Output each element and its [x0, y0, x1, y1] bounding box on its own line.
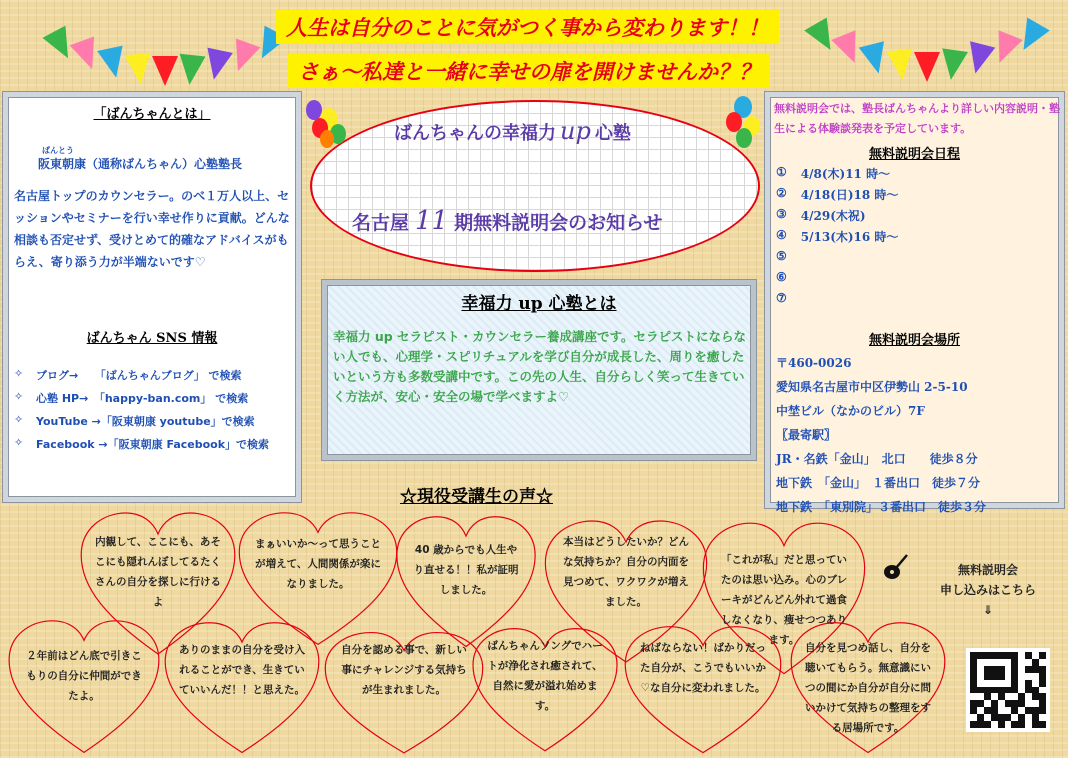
- name-ruby: ばんとう: [42, 146, 74, 155]
- voice-text: 「これが私」だと思っていたのは思い込み。心のブレーキがどんどん外れて過食しなくなり、痩せつつあります。: [720, 554, 848, 646]
- venue-address: 愛知県名古屋市中区伊勢山 2-5-10: [776, 380, 968, 394]
- venue-station: 地下鉄 「金山」 １番出口 徒歩７分: [776, 476, 981, 490]
- voice-text: 40 歳からでも人生やり直せる！！私が証明しました。: [413, 544, 519, 596]
- schedule-item: [776, 249, 898, 270]
- venue-station-label: 〖最寄駅〗: [776, 428, 837, 442]
- schedule-item: [776, 228, 898, 249]
- schedule-item: [776, 186, 898, 207]
- sparkle-icon: ✧: [14, 413, 24, 426]
- voice-heart: [622, 624, 784, 758]
- schedule-list: [776, 165, 898, 312]
- voice-text: 自分を見つめ話し、自分を聴いてもらう。無意識にいつの間にか自分が自分に問いかけて気持ちの整理をする居場所です。: [805, 642, 931, 734]
- about-ban-panel: [3, 92, 301, 502]
- schedule-item: [776, 165, 898, 186]
- sns-item-facebook[interactable]: [14, 436, 300, 459]
- schedule-item: [776, 270, 898, 291]
- notice-city: 名古屋: [352, 212, 410, 234]
- apply-line-1: 無料説明会: [958, 563, 1019, 577]
- voice-text: 本当はどうしたいか？どんな気持ちか？自分の内面を見つめて、ワクワクが増えました。: [563, 536, 689, 608]
- voice-text: 内観して、ここにも、あそこにも隠れんぼしてるたくさんの自分を探しに行けるよ: [95, 536, 221, 608]
- sns-text: Facebook →「阪東朝康 Facebook」で検索: [36, 438, 270, 451]
- sparkle-icon: ✧: [14, 367, 24, 380]
- ban-name: 阪東朝康（通称ばんちゃん）心塾塾長: [38, 157, 243, 171]
- sns-list: [14, 367, 300, 459]
- sns-item-blog[interactable]: [14, 367, 300, 390]
- qr-code[interactable]: [966, 648, 1050, 732]
- schedule-num: ④: [776, 228, 787, 242]
- voice-heart: [788, 620, 948, 758]
- ban-description: 名古屋トップのカウンセラー。のべ１万人以上、セッションやセミナーを行い幸せ作りに貢献。どんな相談も否定せず、受けとめて的確なアドバイスがもらえ、寄り添う力が半端ないです♡: [14, 189, 290, 269]
- sns-item-hp[interactable]: [14, 390, 300, 413]
- school-title-a: ばんちゃんの幸福力: [394, 123, 556, 144]
- headline-line-1: 人生は自分のことに気がつく事から変わります！！: [276, 10, 779, 44]
- about-school-panel: [322, 280, 756, 460]
- voice-heart: [6, 618, 162, 758]
- voices-title: ☆現役受講生の声☆: [400, 487, 553, 507]
- voice-text: ありのままの自分を受け入れることができ、生きていていいんだ！！と思えた。: [179, 644, 305, 696]
- voice-heart: [162, 620, 322, 758]
- sparkle-icon: ✧: [14, 436, 24, 449]
- about-title: 「ばんちゃんとは」: [93, 107, 211, 122]
- down-arrow-icon: ⇓: [982, 603, 994, 617]
- seminar-notice: [352, 206, 663, 236]
- sparkle-icon: ✧: [14, 390, 24, 403]
- sns-text: YouTube →「阪東朝康 youtube」で検索: [36, 415, 255, 428]
- schedule-num: ⑥: [776, 270, 787, 284]
- schedule-num: ①: [776, 165, 787, 179]
- venue-title: 無料説明会場所: [868, 333, 960, 348]
- notice-text: 期無料説明会のお知らせ: [454, 212, 663, 234]
- school-title: [394, 117, 631, 145]
- schedule-num: ⑦: [776, 291, 787, 305]
- school-title-up: up: [560, 117, 591, 145]
- bunting-right: [780, 0, 1068, 90]
- apply-line-2: 申し込みはこちら: [940, 583, 1037, 597]
- voice-text: まぁいいか～って思うことが増えて、人間関係が楽になりました。: [255, 538, 381, 590]
- guitar-icon: [882, 552, 910, 588]
- sns-text: 心塾 HP→ 「happy-ban.com」 で検索: [36, 392, 249, 405]
- schedule-num: ③: [776, 207, 787, 221]
- venue-station: 地下鉄 「東別院」３番出口 徒歩３分: [776, 500, 987, 514]
- bunting-left: [0, 0, 300, 90]
- schedule-num: ②: [776, 186, 787, 200]
- venue-details: [776, 351, 986, 519]
- schedule-date: 4/29(木祝): [800, 209, 866, 223]
- voice-text: 自分を認める事で、新しい事にチャレンジする気持ちが生まれました。: [341, 644, 467, 696]
- about-school-text: 幸福力 up セラピスト・カウンセラー養成講座です。セラピストにならない人でも、心理学・スピリチュアルを学び自分が成長した、周りを癒したいという方も多数受講中です。この先の人生、自分らしく笑って生きていく方法が、安心・安全の場で学べますよ♡: [333, 329, 747, 404]
- voice-heart: [470, 626, 620, 756]
- schedule-title: 無料説明会日程: [868, 147, 960, 162]
- schedule-num: ⑤: [776, 249, 787, 263]
- schedule-date: 4/8(木)11 時～: [800, 167, 891, 181]
- voice-heart: [322, 630, 486, 758]
- sns-text: ブログ→ 「ばんちゃんブログ」 で検索: [36, 369, 242, 382]
- sns-item-youtube[interactable]: [14, 413, 300, 436]
- headline-line-2: さぁ～私達と一緒に幸せの扉を開けませんか？？: [288, 54, 770, 88]
- school-title-b: 心塾: [594, 123, 631, 144]
- venue-postal: 〒460-0026: [776, 356, 852, 370]
- voice-text: ばんちゃんソングでハートが浄化され癒されて、自然に愛が溢れ始めます。: [487, 640, 603, 712]
- schedule-date: 4/18(日)18 時～: [800, 188, 899, 202]
- seminar-info-panel: [765, 92, 1064, 514]
- schedule-item: [776, 207, 898, 228]
- notice-number: 11: [415, 206, 449, 236]
- schedule-date: 5/13(木)16 時～: [800, 230, 899, 244]
- sns-title: ばんちゃん SNS 情報: [86, 331, 218, 346]
- venue-station: JR・名鉄「金山」 北口 徒歩８分: [776, 452, 978, 466]
- schedule-item: [776, 291, 898, 312]
- seminar-intro: 無料説明会では、塾長ばんちゃんより詳しい内容説明・塾生による体験談発表を予定しています。: [774, 102, 1060, 135]
- voice-text: ２年前はどん底で引きこもりの自分に仲間ができたよ。: [26, 650, 142, 702]
- voice-text: ねばならない！ばかりだった自分が、こうでもいいか♡な自分に変われました。: [640, 642, 766, 694]
- apply-callout: [940, 560, 1036, 620]
- venue-building: 中埜ビル（なかのビル）7F: [776, 404, 925, 418]
- about-school-title: 幸福力 up 心塾とは: [461, 294, 617, 314]
